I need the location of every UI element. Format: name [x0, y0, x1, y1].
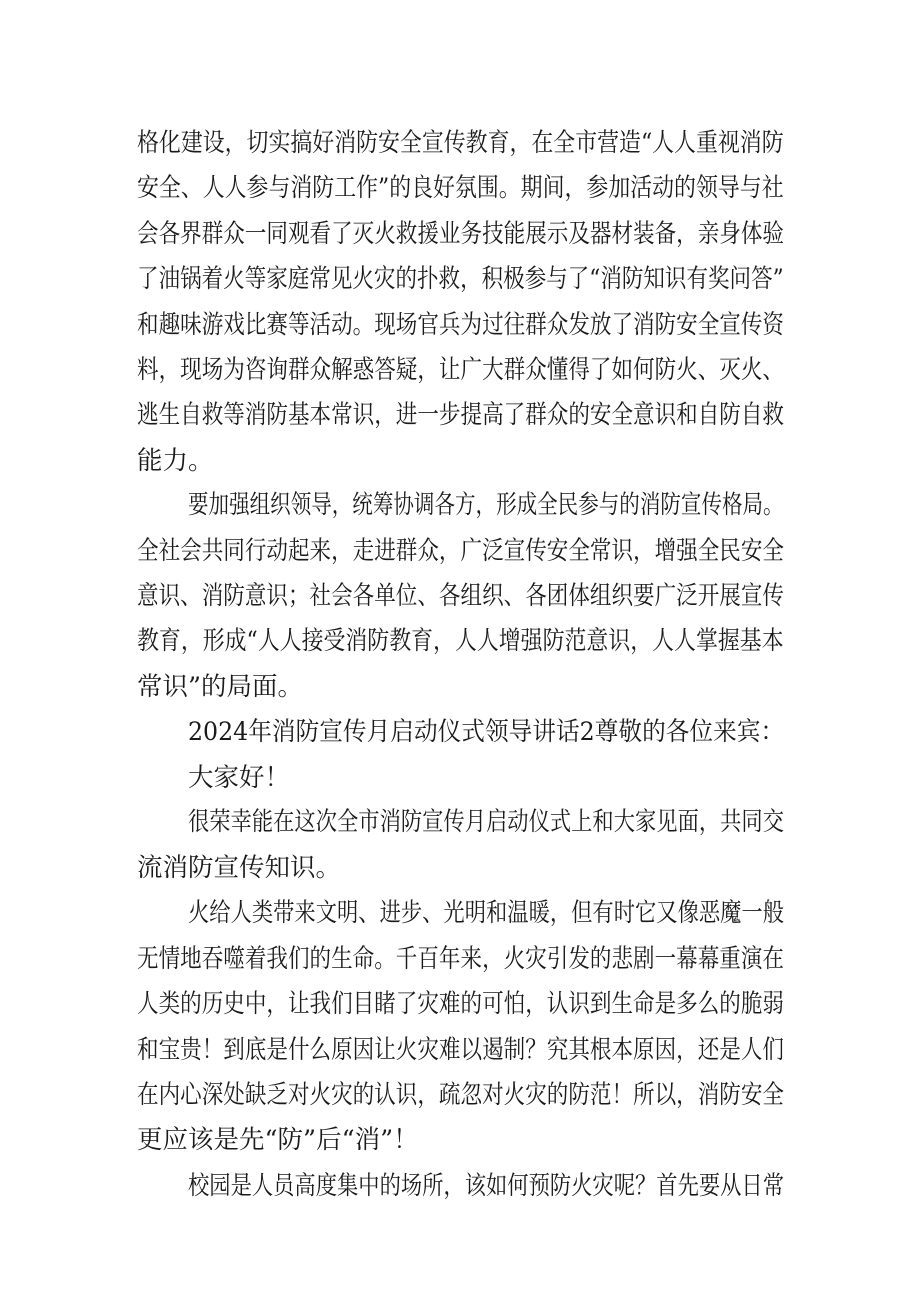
- text-line: 无情地吞噬着我们的生命。千百年来，火灾引发的悲剧一幕幕重演在: [137, 944, 785, 974]
- text-line: 会各界群众一同观看了灭火救援业务技能展示及器材装备，亲身体验: [137, 219, 785, 249]
- text-line: 在内心深处缺乏对火灾的认识，疏忽对火灾的防范！所以，消防安全: [137, 1080, 785, 1110]
- text-line: 和宝贵！到底是什么原因让火灾难以遏制？究其根本原因，还是人们: [137, 1035, 785, 1065]
- text-line: 要加强组织领导，统筹协调各方，形成全民参与的消防宣传格局。: [188, 490, 784, 520]
- text-line: 料，现场为咨询群众解惑答疑，让广大群众懂得了如何防火、灭火、: [137, 355, 785, 385]
- text-line: 和趣味游戏比赛等活动。现场官兵为过往群众发放了消防安全宣传资: [137, 310, 785, 340]
- text-line: 大家好！: [188, 763, 291, 793]
- text-line: 很荣幸能在这次全市消防宣传月启动仪式上和大家见面，共同交: [188, 807, 785, 837]
- text-line: 逃生自救等消防基本常识，进一步提高了群众的安全意识和自防自救: [137, 400, 785, 430]
- text-line: 意识、消防意识；社会各单位、各组织、各团体组织要广泛开展宣传: [137, 581, 785, 611]
- text-line: 格化建设，切实搞好消防安全宣传教育，在全市营造“人人重视消防: [137, 128, 784, 158]
- text-line: 更应该是先“防”后“消”！: [137, 1125, 419, 1155]
- text-line: 人类的历史中，让我们目睹了灾难的可怕，认识到生命是多么的脆弱: [137, 989, 785, 1019]
- text-line: 流消防宣传知识。: [137, 853, 342, 883]
- text-line: 教育，形成“人人接受消防教育，人人增强防范意识，人人掌握基本: [137, 626, 784, 656]
- text-line: 了油锅着火等家庭常见火灾的扑救，积极参与了“消防知识有奖问答”: [137, 264, 784, 294]
- text-line: 能力。: [137, 446, 214, 476]
- text-line: 全社会共同行动起来，走进群众，广泛宣传安全常识，增强全民安全: [137, 536, 785, 566]
- text-line: 2024年消防宣传月启动仪式领导讲话2尊敬的各位来宾：: [188, 717, 785, 747]
- text-line: 火给人类带来文明、进步、光明和温暖，但有时它又像恶魔一般: [188, 898, 785, 928]
- text-line: 常识”的局面。: [137, 672, 304, 702]
- text-line: 校园是人员高度集中的场所，该如何预防火灾呢？首先要从日常: [188, 1171, 785, 1201]
- text-line: 安全、人人参与消防工作”的良好氛围。期间，参加活动的领导与社: [137, 173, 784, 203]
